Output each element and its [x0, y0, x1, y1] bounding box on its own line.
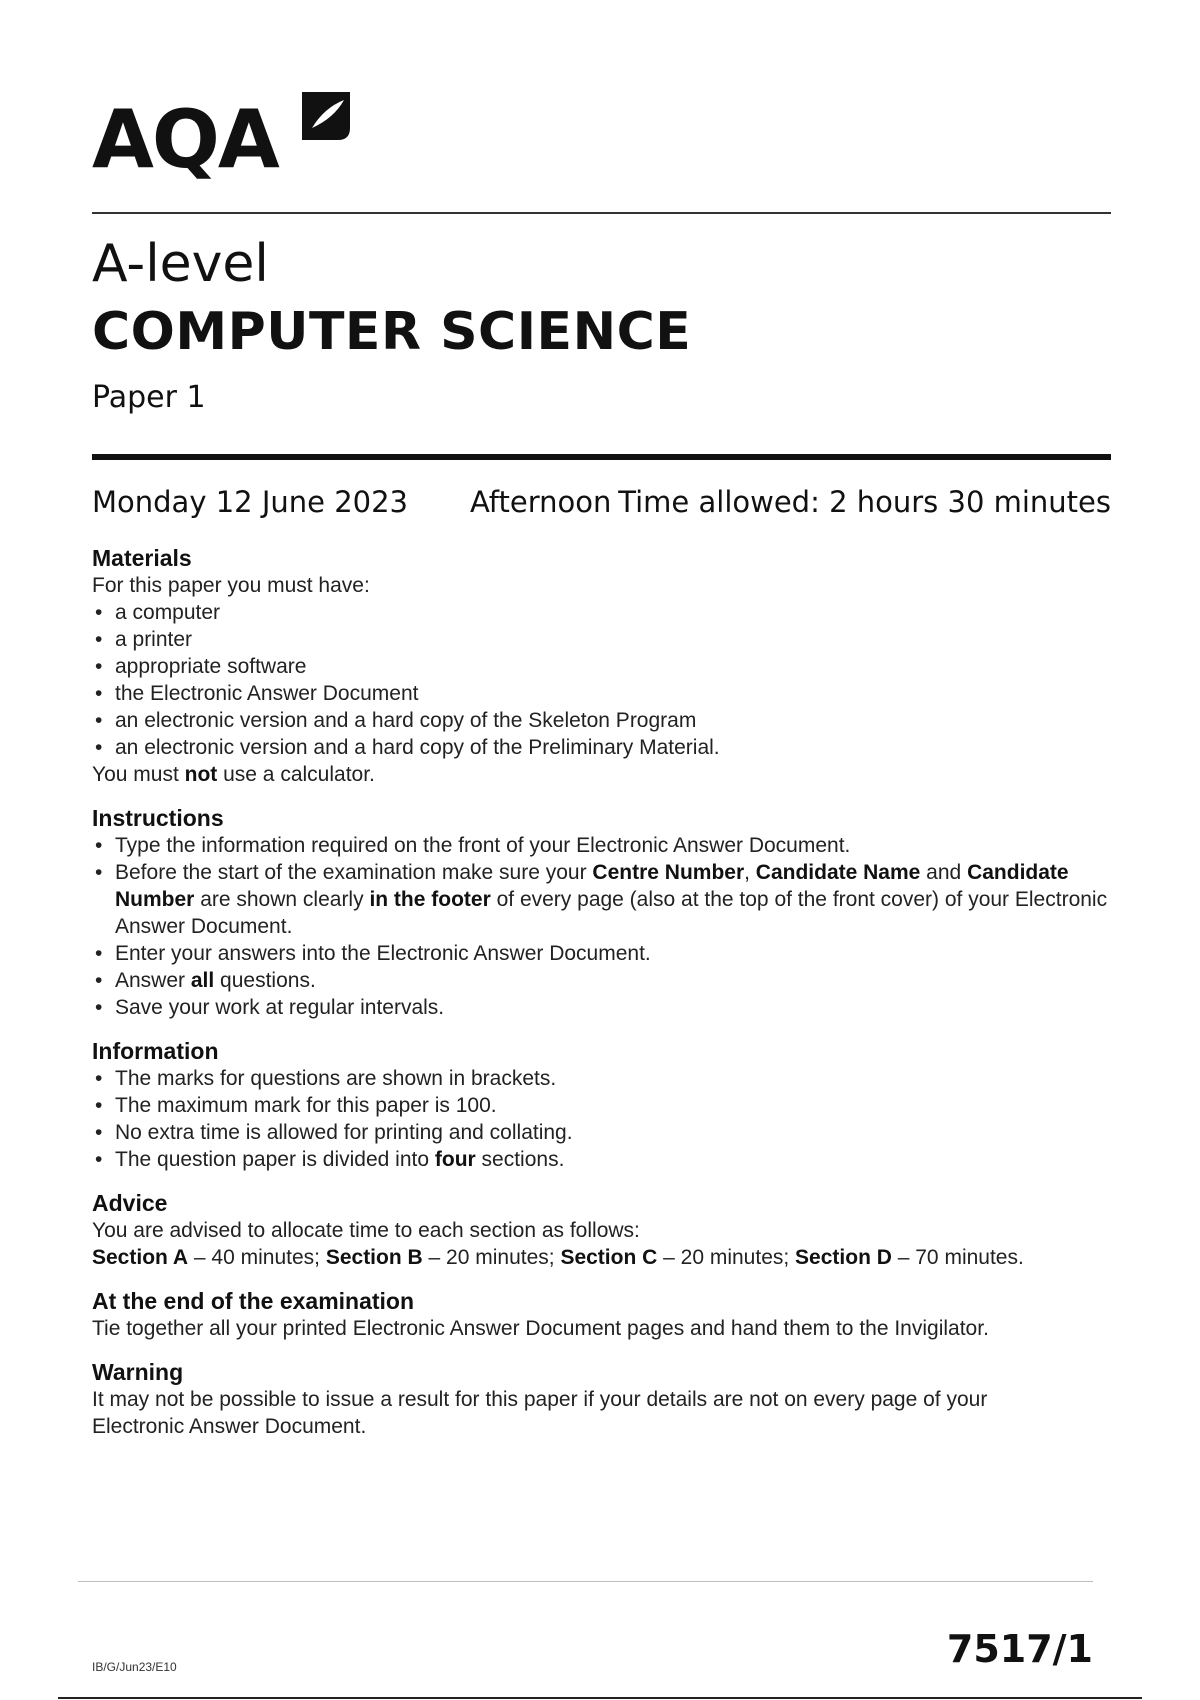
list-item: • Enter your answers into the Electronic Answer Document. — [95, 942, 651, 965]
instructions-list — [92, 832, 1111, 1021]
list-item: • an electronic version and a hard copy of the Preliminary Material. — [95, 736, 720, 759]
instructions-section — [92, 804, 1111, 1021]
list-item: • a computer — [95, 601, 221, 624]
instructions-heading: Instructions — [92, 805, 224, 831]
title-divider — [92, 454, 1111, 460]
information-heading: Information — [92, 1038, 219, 1064]
advice-intro: You are advised to allocate time to each section as follows: — [92, 1219, 640, 1242]
time-allowed: Time allowed: 2 hours 30 minutes — [618, 485, 1111, 519]
warning-heading: Warning — [92, 1359, 184, 1385]
list-item: • No extra time is allowed for printing and collating. — [95, 1121, 573, 1144]
cover-content — [92, 544, 1111, 1456]
list-item: • the Electronic Answer Document — [95, 682, 419, 705]
header-divider — [92, 212, 1111, 214]
footer-divider — [78, 1581, 1093, 1582]
exam-session: Afternoon — [470, 485, 612, 519]
end-text: Tie together all your printed Electronic Answer Document pages and hand them to the Invigilator. — [92, 1317, 989, 1340]
qualification-level: A-level — [92, 234, 269, 294]
list-item: • The marks for questions are shown in brackets. — [95, 1067, 557, 1090]
list-item: • Save your work at regular intervals. — [95, 996, 445, 1019]
paper-number: Paper 1 — [92, 380, 206, 415]
aqa-mark-icon — [298, 88, 354, 144]
end-of-exam-section — [92, 1287, 1111, 1342]
materials-heading: Materials — [92, 545, 192, 571]
paper-code: 7517/1 — [946, 1627, 1093, 1671]
advice-heading: Advice — [92, 1190, 168, 1216]
advice-allocation: Section A – 40 minutes; Section B – 20 minutes; Section C – 20 minutes; Section D – 70 minutes. — [92, 1246, 1024, 1269]
list-item: • The question paper is divided into four sections. — [95, 1148, 565, 1171]
information-section — [92, 1037, 1111, 1173]
calculator-note: You must not use a calculator. — [92, 763, 375, 786]
list-item: • a printer — [95, 628, 193, 651]
list-item: • Type the information required on the front of your Electronic Answer Document. — [95, 834, 851, 857]
logo-text: AQA — [92, 93, 278, 186]
advice-section — [92, 1189, 1111, 1271]
materials-intro: For this paper you must have: — [92, 574, 370, 597]
job-code: IB/G/Jun23/E10 — [92, 1660, 177, 1674]
materials-section — [92, 544, 1111, 788]
list-item: • The maximum mark for this paper is 100. — [95, 1094, 497, 1117]
list-item: • Answer all questions. — [95, 969, 316, 992]
aqa-logo — [92, 88, 278, 186]
list-item: • an electronic version and a hard copy of the Skeleton Program — [95, 709, 697, 732]
page-bottom-rule — [58, 1697, 1142, 1699]
list-item: • Before the start of the examination make sure your Centre Number, Candidate Name and Candidate Number are shown clearly in the footer of every page (also at the top of the front cover) of your Electronic Answer Document. — [95, 861, 1108, 938]
information-list — [92, 1065, 1111, 1173]
materials-list — [92, 599, 1111, 761]
subject-title: COMPUTER SCIENCE — [92, 302, 692, 362]
warning-section — [92, 1358, 1111, 1440]
list-item: • appropriate software — [95, 655, 307, 678]
exam-date: Monday 12 June 2023 — [92, 485, 408, 519]
end-heading: At the end of the examination — [92, 1288, 415, 1314]
warning-text: It may not be possible to issue a result for this paper if your details are not on every page of your Electronic Answer Document. — [92, 1388, 988, 1438]
